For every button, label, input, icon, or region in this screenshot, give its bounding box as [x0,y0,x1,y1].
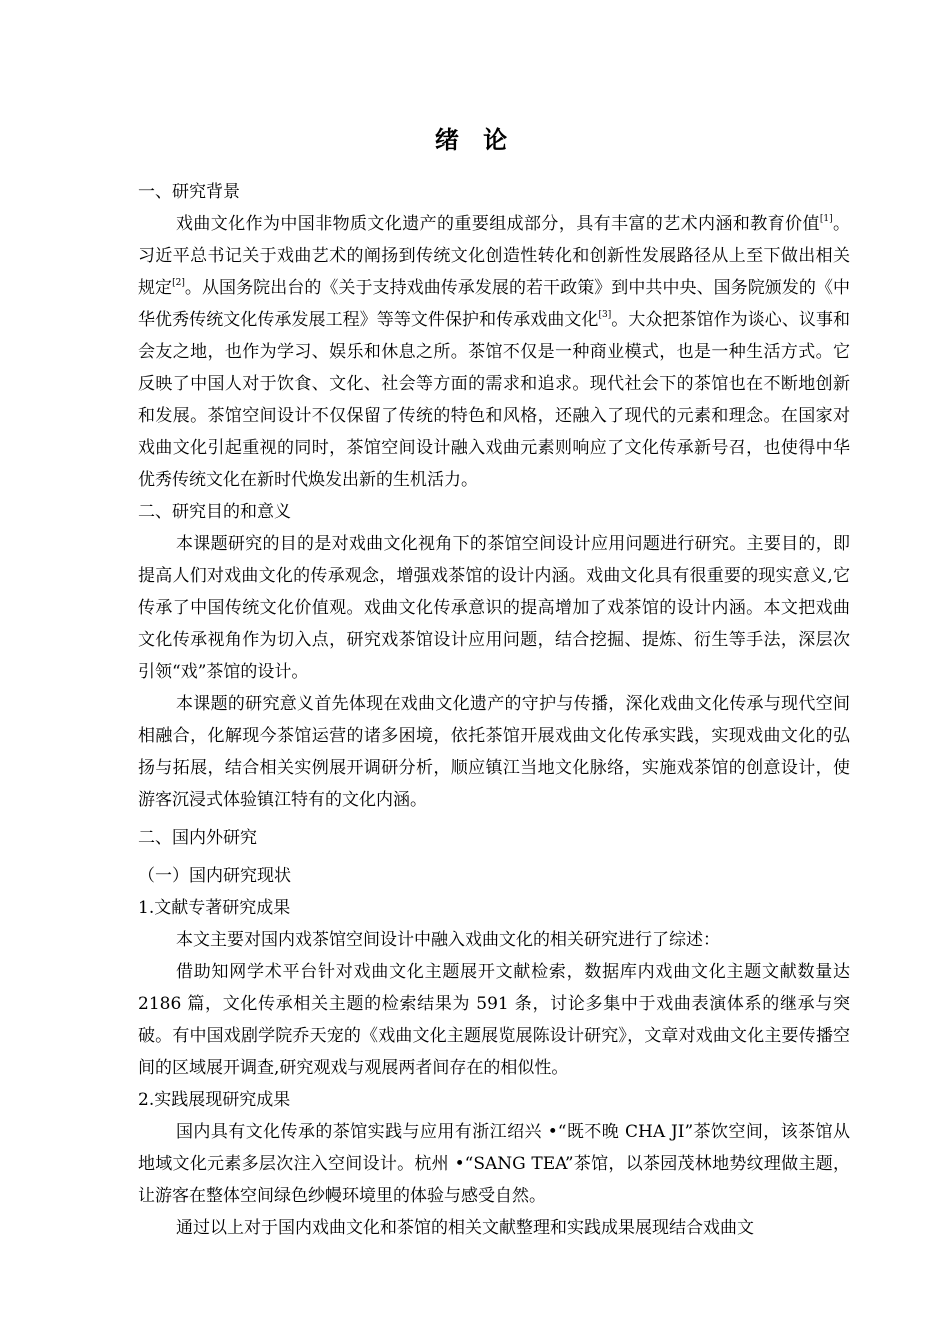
page-title: 绪 论 [434,125,516,154]
text-run: 戏曲文化作为中国非物质文化遗产的重要组成部分，具有丰富的艺术内涵和教育价值 [176,214,820,234]
purpose-paragraph-2: 本课题的研究意义首先体现在戏曲文化遗产的守护与传播，深化戏曲文化传承与现代空间相融合，化解现今茶馆运营的诸多困境，依托茶馆开展戏曲文化传承实践，实现戏曲文化的弘扬与拓展，结合相关实例展开调研分析，顺应镇江当地文化脉络，实施戏茶馆的创意设计，使游客沉浸式体验镇江特有的文化内涵。 [138,694,850,810]
purpose-paragraph-1: 本课题研究的目的是对戏曲文化视角下的茶馆空间设计应用问题进行研究。主要目的，即提高人们对戏曲文化的传承观念，增强戏茶馆的设计内涵。戏曲文化具有很重要的现实意义,它传承了中国传统文化价值观。戏曲文化传承意识的提高增加了戏茶馆的设计内涵。本文把戏曲文化传承视角作为切入点，研究戏茶馆设计应用问题，结合挖掘、提炼、衍生等手法，深层次引领“戏”茶馆的设计。 [138,534,850,682]
text-run: 。从国务院出台的《关于支持戏曲传承发展的若干政策》到中共中央、国务院颁发的《中华优秀传统文化传承发展工程》等等文件保护和传承戏曲文化 [138,278,851,330]
background-paragraph-1 [138,208,850,496]
document-body [138,176,850,1244]
literature-paragraph-1: 本文主要对国内戏茶馆空间设计中融入戏曲文化的相关研究进行了综述： [176,930,720,950]
practice-paragraph-2: 通过以上对于国内戏曲文化和茶馆的相关文献整理和实践成果展现结合戏曲文 [176,1218,754,1238]
practice-paragraph-1: 国内具有文化传承的茶馆实践与应用有浙江绍兴 •“既不晚 CHA JI”茶饮空间，该茶馆从地域文化元素多层次注入空间设计。杭州 •“SANG TEA”茶馆，以茶园茂林地势纹理做主题，让游客在整体空间绿色纱幔环境里的体验与感受自然。 [138,1122,850,1206]
subsection-heading-domestic: （一）国内研究现状 [138,866,291,886]
section-heading-research: 二、国内外研究 [138,828,257,848]
section-heading-purpose: 二、研究目的和意义 [138,502,291,522]
text-run: 。大众把茶馆作为谈心、议事和会友之地，也作为学习、娱乐和休息之所。茶馆不仅是一种商业模式，也是一种生活方式。它反映了中国人对于饮食、文化、社会等方面的需求和追求。现代社会下的茶馆也在不断地创新和发展。 [138,310,851,426]
citation-ref-1: [1] [819,214,833,224]
item-heading-literature: 1.文献专著研究成果 [138,898,291,918]
text-run: 茶馆空间设计不仅保留了传统的特色和风格，还融入了现代的元素和理念。在国家对戏曲文化引起重视的同时，茶馆空间设计融入戏曲元素则响应了文化传承新号召，也使得中华优秀传统文化在新时代焕发出新的生机活力。 [138,406,850,490]
citation-ref-3: [3] [598,310,612,320]
item-heading-practice: 2.实践展现研究成果 [138,1090,291,1110]
citation-ref-2: [2] [172,278,185,288]
literature-paragraph-2: 借助知网学术平台针对戏曲文化主题展开文献检索，数据库内戏曲文化主题文献数量达 2186 篇，文化传承相关主题的检索结果为 591 条，讨论多集中于戏曲表演体系的继承与突破。有中国戏剧学院乔天宠的《戏曲文化主题展览展陈设计研究》，文章对戏曲文化主要传播空间的区域展开调查,研究观戏与观展两者间存在的相似性。 [138,962,850,1078]
text-run: 。习近平总书记关于戏曲艺术的阐扬到传统文化创造性转化和创新性发展路径从上至下做出相关规定 [138,214,851,298]
section-heading-background: 一、研究背景 [138,182,240,202]
